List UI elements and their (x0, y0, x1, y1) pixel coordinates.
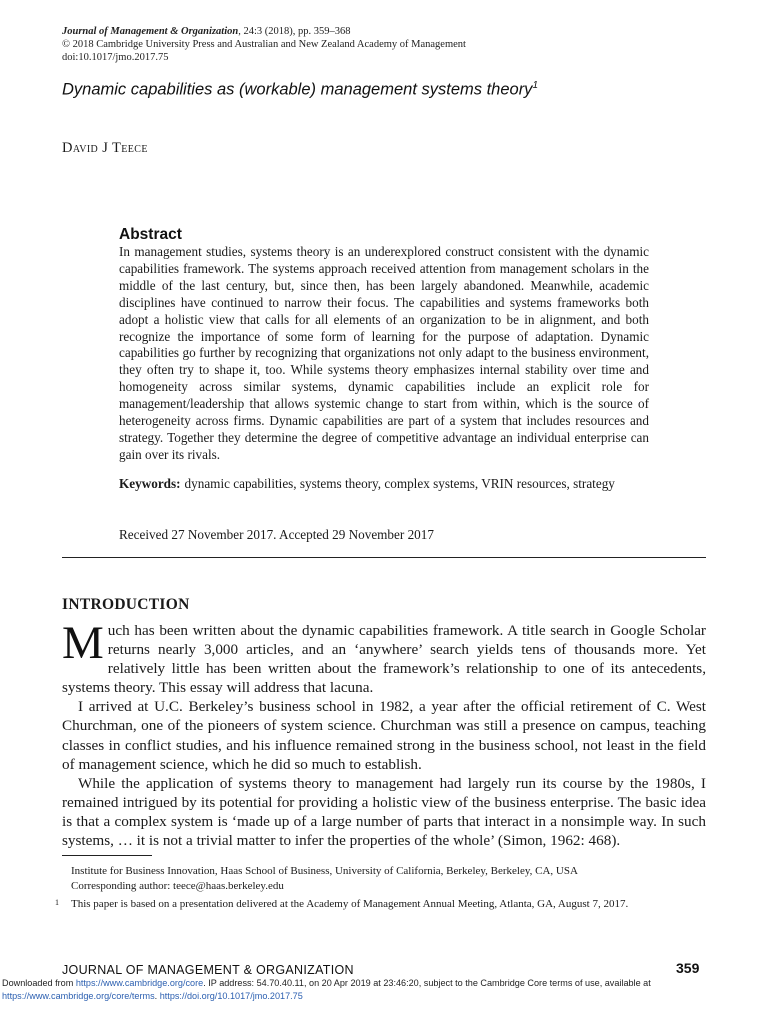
download-line-2 (2, 990, 768, 1003)
abstract-text: In management studies, systems theory is an underexplored construct consistent with the dynamic capabilities framework. The systems approach received attention from management scholars in the middle of the last century, but, since then, has been largely abandoned. Meanwhile, academic disciplines have continued to narrow their focus. The capabilities and systems frameworks both adopt a holistic view that calls for all elements of an organization to be in alignment, and both recognize the importance of some form of learning for the purpose of adaptation. Dynamic capabilities go further by recognizing that organizations not only adapt to the business environment, they often try to shape it, too. While systems theory emphasizes internal stability over time and homogeneity across similar systems, dynamic capabilities include an explicit role for management/leadership that allows systemic change to start from within, which is the source of heterogeneity across firms. Dynamic capabilities are part of a system that includes resources and strategy. Together they determine the degree of competitive advantage an individual enterprise can gain over its rivals. (119, 244, 649, 462)
author-name: David J Teece (62, 140, 148, 156)
doi-link[interactable]: https://doi.org/10.1017/jmo.2017.75 (159, 991, 303, 1001)
abstract-heading: Abstract (119, 226, 182, 243)
paragraph-3: While the application of systems theory to management had largely run its course by the 1980s, I remained intrigued by its potential for providing a holistic view of the business enterprise. The basic idea is that a complex system is ‘made up of a large number of parts that interact in a nonsimple way. In such systems, … it is not a trivial matter to infer the properties of the whole’ (Simon, 1962: 468). (62, 774, 706, 850)
footnotes (55, 864, 707, 912)
drop-cap: M (62, 617, 104, 669)
footer-journal-name: JOURNAL OF MANAGEMENT & ORGANIZATION (62, 963, 354, 977)
citation-details: , 24:3 (2018), pp. 359–368 (238, 26, 351, 37)
page-number: 359 (676, 960, 700, 976)
footnote-text: This paper is based on a presentation delivered at the Academy of Management Annual Meeting, Atlanta, GA, August 7, 2017. (71, 898, 629, 910)
footnote-mark: 1 (55, 898, 59, 907)
paragraph-1-text: uch has been written about the dynamic capabilities framework. A title search in Google Scholar returns nearly 3,000 articles, and an ‘anywhere’ search yields tens of thousands more. Yet relatively little has been written about the framework’s relationship to one of its antecedents, systems theory. This essay will address that lacuna. (62, 622, 706, 697)
corresponding-author: Corresponding author: teece@haas.berkeley.edu (71, 880, 284, 892)
terms-link[interactable]: https://www.cambridge.org/core/terms (2, 991, 155, 1001)
download-prefix: Downloaded from (2, 978, 76, 988)
journal-name: Journal of Management & Organization (62, 26, 239, 37)
received-dates: Received 27 November 2017. Accepted 29 November 2017 (119, 527, 434, 542)
affiliation: Institute for Business Innovation, Haas School of Business, University of California, Berkeley, Berkeley, CA, USA (71, 865, 578, 877)
footnote-1 (55, 897, 707, 912)
download-line-1 (2, 977, 768, 990)
article-title-text: Dynamic capabilities as (workable) management systems theory (62, 80, 533, 99)
download-details: . IP address: 54.70.40.11, on 20 Apr 2019 at 23:46:20, subject to the Cambridge Core terms of use, available at (203, 978, 651, 988)
title-footnote-mark[interactable]: 1 (532, 80, 538, 91)
cambridge-core-link[interactable]: https://www.cambridge.org/core (75, 978, 204, 988)
keywords-list: dynamic capabilities, systems theory, complex systems, VRIN resources, strategy (184, 476, 615, 491)
keywords-label: Keywords: (119, 476, 181, 491)
download-notice (0, 977, 768, 1003)
section-divider (62, 557, 706, 558)
journal-citation (62, 25, 351, 38)
article-title (62, 80, 712, 100)
paragraph-1 (62, 617, 706, 697)
introduction-body (62, 617, 706, 850)
keywords (119, 475, 649, 492)
introduction-heading: INTRODUCTION (62, 596, 190, 613)
copyright-line: © 2018 Cambridge University Press and Australian and New Zealand Academy of Management (62, 39, 466, 50)
paragraph-2: I arrived at U.C. Berkeley’s business school in 1982, a year after the official retirement of C. West Churchman, one of the pioneers of system science. Churchman was still a presence on campus, teaching classes in conflict studies, and his influence remained strong in the business school, not least in the field of management science, which he did so much to establish. (62, 698, 706, 773)
footnote-divider (62, 855, 152, 856)
doi-line: doi:10.1017/jmo.2017.75 (62, 52, 169, 63)
download-separator: . (154, 991, 160, 1001)
